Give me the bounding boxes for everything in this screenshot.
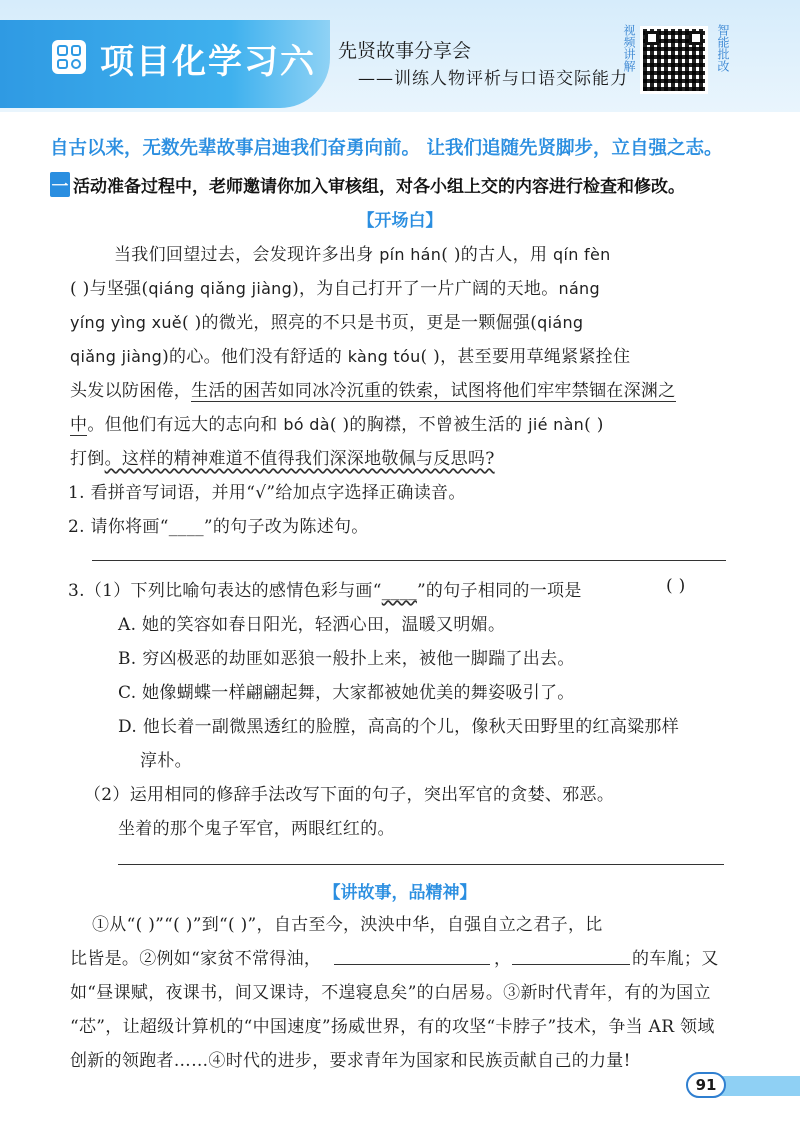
passage-line-2: ( )与坚强(qiáng qiǎng jiàng)，为自己打开了一片广阔的天地。náng [70,279,600,299]
option-b: B. 穷凶极恶的劫匪如恶狼一般扑上来，被他一脚踹了出去。 [118,649,575,669]
qr-label-video: 视频讲解 [622,24,636,72]
section-heading-opening: 【开场白】 [357,211,443,231]
question-3-2-sentence: 坐着的那个鬼子军官，两眼红红的。 [118,819,395,839]
passage-line-1: 当我们回望过去，会发现许多出身 pín hán( )的古人，用 qín fèn [114,245,611,265]
answer-line-q3-2[interactable] [118,864,724,865]
story-line-4: “芯”，让超级计算机的“中国速度”扬威世界，有的攻坚“卡脖子”技术，争当 AR 领域 [70,1017,715,1037]
story-line-3: 如“昼课赋，夜课书，间又课诗，不遑寝息矣”的白居易。③新时代青年，有的为国立 [70,983,711,1003]
question-3-1: 3.（1）下列比喻句表达的感情色彩与画“____”的句子相同的一项是 [68,581,582,601]
page-number: 91 [686,1072,726,1098]
task-number: 一 [50,172,70,197]
qr-code-icon[interactable] [640,26,708,94]
header-subtitle: 先贤故事分享会 [338,40,472,62]
story-line-1: ①从“( )”“( )”到“( )”，自古至今，泱泱中华，自强自立之君子，比 [92,915,603,935]
grid-logo-icon [52,40,86,74]
answer-blank-1[interactable] [334,964,490,965]
passage-line-4: qiǎng jiàng)的心。他们没有舒适的 kàng tóu( )，甚至要用草绳紧紧拴住 [70,347,631,367]
option-d: D. 他长着一副微黑透红的脸膛，高高的个儿，像秋天田野里的红高粱那样 [118,717,680,737]
answer-blank-2[interactable] [512,964,630,965]
story-line-2-end: 的车胤；又 [632,949,719,969]
task-instruction [50,172,685,197]
intro-text: 自古以来，无数先辈故事启迪我们奋勇向前。 让我们追随先贤脚步，立自强之志。 [50,138,723,159]
underlined-sentence: 生活的困苦如同冰冷沉重的铁索，试图将他们牢牢禁锢在深渊之 [191,381,676,401]
qr-label-grading: 智能批改 [716,24,730,72]
passage-line-5: 头发以防困倦，生活的困苦如同冰冷沉重的铁索，试图将他们牢牢禁锢在深渊之 [70,381,676,401]
task-text: 活动准备过程中，老师邀请你加入审核组，对各小组上交的内容进行检查和修改。 [73,177,685,197]
option-c: C. 她像蝴蝶一样翩翩起舞，大家都被她优美的舞姿吸引了。 [118,683,575,703]
story-line-2: 比皆是。②例如“家贫不常得油， [70,949,322,969]
question-2: 2. 请你将画“____”的句子改为陈述句。 [68,517,369,537]
option-d-cont: 淳朴。 [140,751,192,771]
passage-line-6: 中。但他们有远大的志向和 bó dà( )的胸襟，不曾被生活的 jié nàn( ) [70,415,604,435]
comma: ， [494,949,512,969]
question-1: 1. 看拼音写词语，并用“√”给加点字选择正确读音。 [68,483,466,503]
passage-line-3: yíng yìng xuě( )的微光，照亮的不只是书页，更是一颗倔强(qiáng [70,313,584,333]
header-subtitle-sub: ——训练人物评析与口语交际能力 [358,69,628,89]
wavy-underlined-sentence: 。这样的精神难道不值得我们深深地敬佩与反思吗? [104,449,495,469]
section-heading-stories: 【讲故事，品精神】 [323,883,477,903]
option-a: A. 她的笑容如春日阳光，轻洒心田，温暖又明媚。 [118,615,506,635]
question-3-2: （2）运用相同的修辞手法改写下面的句子，突出军官的贪婪、邪恶。 [84,785,615,805]
answer-paren-q3-1[interactable]: ( ) [666,576,686,596]
story-line-5: 创新的领跑者……④时代的进步，要求青年为国家和民族贡献自己的力量! [70,1051,631,1071]
page-title: 项目化学习六 [100,42,316,82]
answer-line-q2[interactable] [92,560,726,561]
passage-line-7: 打倒。这样的精神难道不值得我们深深地敬佩与反思吗? [70,449,495,469]
